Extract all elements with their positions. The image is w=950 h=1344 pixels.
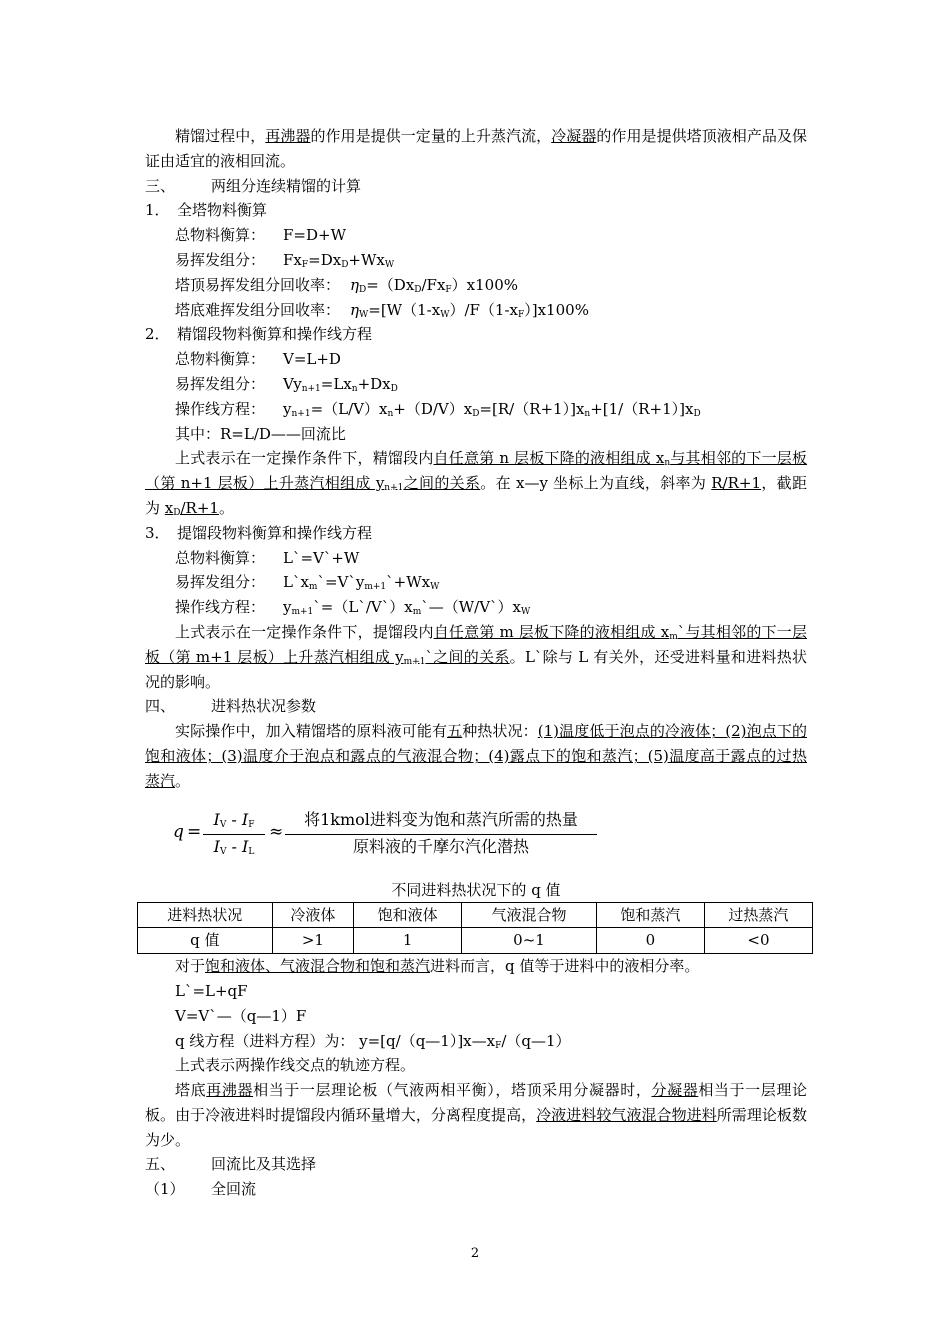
table-cell: 0~1 bbox=[462, 928, 597, 954]
enthalpy-fraction: $I_V - I_F$ $I_V - I_L$ bbox=[203, 808, 265, 861]
paragraph-theoretical-plates: 塔底再沸器相当于一层理论板（气液两相平衡），塔顶采用分凝器时，分凝器相当于一层理论板。由于冷液进料时提馏段内循环量增大，分离程度提高，冷液进料较气液混合物进料所需理论板数为少。 bbox=[145, 1081, 807, 1149]
equation-line: 操作线方程： $y_{m+1}`=(L`/V`)x_m`—(W/V`)x_W$ bbox=[175, 598, 531, 618]
table-cell: 进料热状况 bbox=[138, 902, 273, 928]
paragraph-feed-conditions: 实际操作中，加入精馏塔的原料液可能有五种热状况：(1)温度低于泡点的冷液体；(2)泡点下的饱和液体；(3)温度介于泡点和露点的气液混合物；(4)露点下的饱和蒸汽；(5)温度高于露点的过热蒸汽。 bbox=[145, 722, 807, 790]
paragraph-reboiler-condenser: 精馏过程中，再沸器的作用是提供一定量的上升蒸汽流，冷凝器的作用是提供塔顶液相产品及保证由适宜的液相回流。 bbox=[145, 127, 807, 170]
equation-line: 操作线方程： $y_{n+1}=(L/V)x_n+(D/V)x_D=[R/(R+1)]x_n+[1/(R+1)]x_D$ bbox=[175, 399, 701, 419]
table-cell: q 值 bbox=[138, 928, 273, 954]
subsection-heading-3: 3． 提馏段物料衡算和操作线方程 bbox=[145, 523, 373, 542]
equation-line: 总物料衡算： V=L+D bbox=[175, 350, 341, 369]
table-cell: 冷液体 bbox=[272, 902, 354, 928]
section-heading-5: 五、 回流比及其选择 bbox=[145, 1155, 317, 1174]
text-line: 其中：R=L/D——回流比 bbox=[175, 424, 346, 443]
q-value-table bbox=[137, 902, 813, 955]
table-header-row bbox=[138, 902, 813, 928]
subsection-heading-total-reflux: （1） 全回流 bbox=[145, 1180, 257, 1199]
equation-line: 总物料衡算： L`=V`+W bbox=[175, 548, 360, 567]
table-row bbox=[138, 928, 813, 954]
table-cell: 气液混合物 bbox=[462, 902, 597, 928]
table-caption: 不同进料热状况下的 q 值 bbox=[391, 880, 561, 899]
subsection-heading-1: 1． 全塔物料衡算 bbox=[145, 201, 268, 220]
table-cell: <0 bbox=[704, 928, 812, 954]
paragraph-stripping-line: 上式表示在一定操作条件下，提馏段内自任意第 m 层板下降的液相组成 $x_m`$与其相邻的下一层板（第 m+1 层板）上升蒸汽相组成 $y_{m+1}`$之间的关系。L`除与 L 有关外，还受进料量和进料热状况的影响。 bbox=[145, 622, 807, 691]
text-line: 上式表示两操作线交点的轨迹方程。 bbox=[175, 1056, 416, 1075]
table-cell: 饱和蒸汽 bbox=[596, 902, 704, 928]
equation-line: 易挥发组分： $L`x_m`=V`y_{m+1}`+Wx_W$ bbox=[175, 573, 440, 593]
heat-ratio-fraction: 将1kmol进料变为饱和蒸汽所需的热量 原料液的千摩尔汽化潜热 bbox=[285, 808, 597, 861]
section-heading-3: 三、 两组分连续精馏的计算 bbox=[145, 176, 362, 195]
table-cell: 过热蒸汽 bbox=[704, 902, 812, 928]
equation-line: L`=L+qF bbox=[175, 981, 248, 1000]
table-cell: 1 bbox=[354, 928, 462, 954]
page-number: 2 bbox=[470, 1246, 480, 1261]
q-formula: q = $I_V - I_F$ $I_V - I_L$ ≈ 将1kmol进料变为饱和蒸汽所需的热量 原料液的千摩尔汽化潜热 bbox=[145, 802, 807, 872]
document-page bbox=[145, 124, 807, 1202]
equation-line: 塔底难挥发组分回收率： $\eta_W=[W(1-x_W)/F(1-x_F)]x100\%$ bbox=[175, 300, 589, 320]
equation-line: 塔顶易挥发组分回收率： $\eta_D=(Dx_D/Fx_F)x100\%$ bbox=[175, 275, 519, 295]
table-cell: 饱和液体 bbox=[354, 902, 462, 928]
table-cell: 0 bbox=[596, 928, 704, 954]
equation-line: 易挥发组分： $Vy_{n+1}=Lx_n+Dx_D$ bbox=[175, 374, 398, 394]
equation-line: 易挥发组分： $Fx_F=Dx_D+Wx_W$ bbox=[175, 250, 395, 270]
equation-line: V=V`—（q—1）F bbox=[175, 1006, 307, 1025]
table-cell: >1 bbox=[272, 928, 354, 954]
subsection-heading-2: 2． 精馏段物料衡算和操作线方程 bbox=[145, 325, 373, 344]
paragraph-rectifying-line: 上式表示在一定操作条件下，精馏段内自任意第 n 层板下降的液相组成 $x_n$与其相邻的下一层板（第 n+1 层板）上升蒸汽相组成 $y_{n+1}$之间的关系。在 x—y 坐标上为直线，斜率为 R/R+1，截距为 $x_D/R+1$。 bbox=[145, 449, 807, 518]
paragraph-q-meaning: 对于饱和液体、气液混合物和饱和蒸汽进料而言，q 值等于进料中的液相分率。 bbox=[175, 957, 700, 976]
equation-line: 总物料衡算： F=D+W bbox=[175, 226, 346, 245]
equation-line: q 线方程（进料方程）为： $y=[q/(q—1)]x—x_F/(q—1)$ bbox=[175, 1031, 571, 1051]
section-heading-4: 四、 进料热状况参数 bbox=[145, 697, 317, 716]
